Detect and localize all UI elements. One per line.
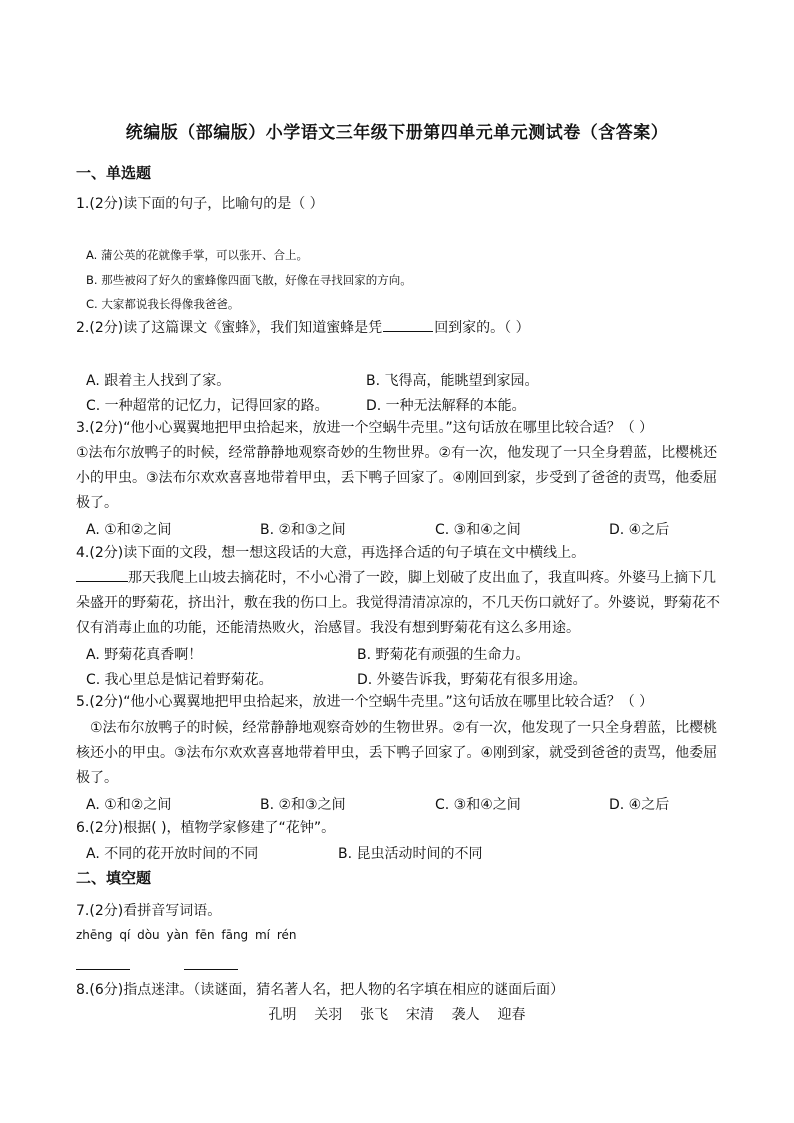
question-5-option-b: B. ②和③之间 (260, 797, 346, 813)
question-5-option-a: A. ①和②之间 (86, 797, 172, 813)
question-7-stem: 7.(2分)看拼音写词语。 (76, 903, 222, 919)
question-3-stem: 3.(2分)“他小心翼翼地把甲虫拾起来，放进一个空蜗牛壳里。”这句话放在哪里比较合适？（ ） (76, 420, 654, 436)
question-3-option-c: C. ③和④之间 (435, 522, 521, 538)
question-6-stem: 6.(2分)根据( )，植物学家修建了“花钟”。 (76, 820, 336, 836)
question-1-option-a: A. 蒲公英的花就像手掌，可以张开、合上。 (86, 248, 308, 262)
question-2-stem (76, 316, 721, 340)
question-3-passage: ①法布尔放鸭子的时候，经常静静地观察奇妙的生物世界。②有一次，他发现了一只全身碧蓝，比樱桃还小的甲虫。③法布尔欢欢喜喜地带着甲虫，丢下鸭子回家了。④刚回到家，步受到了爸爸的责骂，他委屈极了。 (76, 445, 718, 511)
question-5-stem: 5.(2分)“他小心翼翼地把甲虫拾起来，放进一个空蜗牛壳里。”这句话放在哪里比较合适？（ ） (76, 694, 654, 710)
question-7-pinyin: zhēng qí dòu yàn fēn fāng mí rén (76, 928, 297, 942)
question-2-option-d: D. 一种无法解释的本能。 (366, 398, 526, 414)
answer-blank (76, 567, 128, 582)
question-4-option-d: D. 外婆告诉我，野菊花有很多用途。 (357, 672, 587, 688)
section-heading-single-choice: 一、单选题 (76, 164, 152, 182)
question-2-stem-after: 回到家的。（ ） (434, 320, 530, 336)
question-4-option-b: B. 野菊花有顽强的生命力。 (357, 647, 530, 663)
answer-blank (383, 317, 433, 332)
question-4-option-c: C. 我心里总是惦记着野菊花。 (86, 672, 273, 688)
page-title: 统编版（部编版）小学语文三年级下册第四单元单元测试卷（含答案） (125, 123, 669, 143)
question-4-passage (76, 566, 721, 641)
question-3-option-d: D. ④之后 (609, 522, 670, 538)
answer-line-2 (184, 968, 238, 970)
question-4-passage-text: 那天我爬上山坡去摘花时，不小心滑了一跤，脚上划破了皮出血了，我直叫疼。外婆马上摘下几朵盛开的野菊花，挤出汁，敷在我的伤口上。我觉得清清凉凉的，不几天伤口就好了。外婆说，野菊花不仅有消毒止血的功能，还能清热败火，治感冒。我没有想到野菊花有这么多用途。 (76, 570, 720, 636)
question-5-option-d: D. ④之后 (609, 797, 670, 813)
question-1-option-c: C. 大家都说我长得像我爸爸。 (86, 297, 240, 311)
question-3-option-a: A. ①和②之间 (86, 522, 172, 538)
question-2-option-b: B. 飞得高，能眺望到家园。 (366, 373, 539, 389)
question-2-option-a: A. 跟着主人找到了家。 (86, 373, 231, 389)
question-8-stem: 8.(6分)指点迷津。（读谜面，猜名著人名，把人物的名字填在相应的谜面后面） (76, 982, 565, 998)
question-6-option-a: A. 不同的花开放时间的不同 (86, 846, 259, 862)
question-1-stem: 1.(2分)读下面的句子，比喻句的是（ ） (76, 196, 324, 212)
question-5-passage: ①法布尔放鸭子的时候，经常静静地观察奇妙的生物世界。②有一次，他发现了一只全身碧蓝，比樱桃核还小的甲虫。③法布尔欢欢喜喜地带着甲虫，丢下鸭子回家了。④刚到家，就受到爸爸的责骂，他委屈极了。 (76, 720, 718, 786)
question-1-option-b: B. 那些被闷了好久的蜜蜂像四面飞散，好像在寻找回家的方向。 (86, 273, 412, 287)
question-8-name-list: 孔明 关羽 张飞 宋清 袭人 迎春 (268, 1007, 526, 1023)
answer-line-1 (76, 968, 130, 970)
question-5-option-c: C. ③和④之间 (435, 797, 521, 813)
question-2-option-c: C. 一种超常的记忆力，记得回家的路。 (86, 398, 329, 414)
section-heading-fill-in: 二、填空题 (76, 869, 152, 887)
question-6-option-b: B. 昆虫活动时间的不同 (338, 846, 483, 862)
question-4-stem: 4.(2分)读下面的文段，想一想这段话的大意，再选择合适的句子填在文中横线上。 (76, 545, 586, 561)
question-4-option-a: A. 野菊花真香啊！ (86, 647, 203, 663)
question-2-stem-before: 2.(2分)读了这篇课文《蜜蜂》，我们知道蜜蜂是凭 (76, 320, 383, 336)
question-3-option-b: B. ②和③之间 (260, 522, 346, 538)
